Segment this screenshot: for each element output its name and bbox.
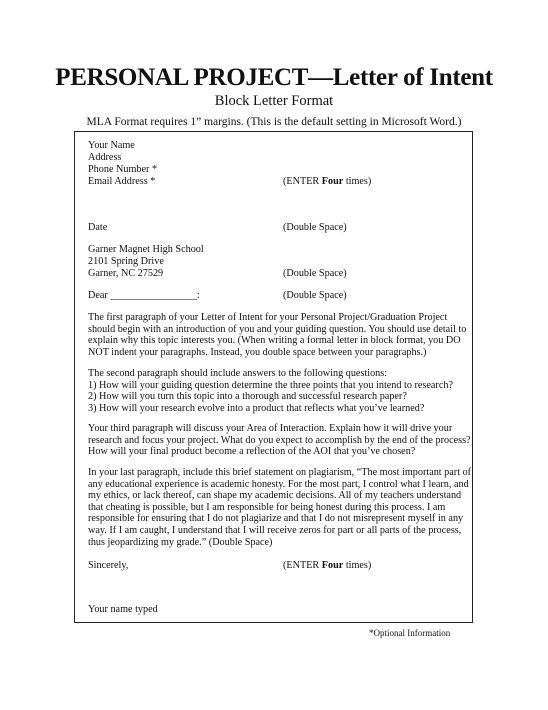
paragraph-line: How will your final product become a reflection of the AOI that you’ve chosen? <box>88 446 416 458</box>
paragraph-line: explain why this topic interests you. (When writing a formal letter in block format, you DO <box>88 335 461 347</box>
closing-enter-four-times-note <box>283 560 371 572</box>
page-title: PERSONAL PROJECT—Letter of Intent <box>55 64 493 91</box>
page-subtitle: Block Letter Format <box>214 93 334 109</box>
optional-information-footnote: *Optional Information <box>369 628 451 638</box>
closing-enter-note-prefix: (ENTER <box>283 560 322 571</box>
date-double-space-note: (Double Space) <box>283 222 347 233</box>
paragraph-4 <box>88 467 472 548</box>
closing-sincerely: Sincerely, <box>88 560 129 571</box>
sender-phone: Phone Number * <box>88 164 158 175</box>
paragraph-line: 1) How will your guiding question determine the three points that you intend to research? <box>88 379 453 391</box>
closing-enter-note-suffix: times) <box>343 560 372 571</box>
paragraph-line: way. If I am caught, I understand that I will receive zeros for part or all parts of the process, <box>88 524 462 536</box>
paragraph-1 <box>88 312 467 358</box>
paragraph-line: The second paragraph should include answers to the following questions: <box>88 368 388 379</box>
recipient-line-3: Garner, NC 27529 <box>88 268 164 279</box>
paragraph-line: The first paragraph of your Letter of Intent for your Personal Project/Graduation Project <box>88 312 448 323</box>
paragraph-line: NOT indent your paragraphs. Instead, you double space between your paragraphs.) <box>88 346 427 358</box>
recipient-line-1: Garner Magnet High School <box>88 244 204 255</box>
paragraph-line: that cheating is possible, but I am responsible for being honest during this process. I am <box>88 501 446 513</box>
recipient-line-2: 2101 Spring Drive <box>88 256 164 267</box>
paragraph-line: responsible for ensuring that I do not plagiarize and that I do not misrepresent myself in any <box>88 513 464 525</box>
paragraph-line: 3) How will your research evolve into a product that reflects what you’ve learned? <box>88 402 425 414</box>
recipient-double-space-note: (Double Space) <box>283 268 347 279</box>
salutation-double-space-note: (Double Space) <box>283 290 347 301</box>
paragraph-line: 2) How will you turn this topic into a thorough and successful research paper? <box>88 391 407 403</box>
name-typed: Your name typed <box>88 604 158 615</box>
paragraph-line: research and focus your project. What do you expect to accomplish by the end of the process? <box>88 434 471 446</box>
sender-address: Address <box>88 152 122 163</box>
paragraph-line: thus jeopardizing my grade.” (Double Space) <box>88 536 273 548</box>
sender-name: Your Name <box>88 140 135 151</box>
paragraph-line: my ethics, or lack thereof, can shape my academic decisions. All of my teachers understand <box>88 490 462 502</box>
paragraph-2 <box>88 368 462 414</box>
paragraph-line: Your third paragraph will discuss your Area of Interaction. Explain how it will drive your <box>88 423 453 434</box>
paragraph-line: any educational experience is academic honesty. For the most part, I control what I learn, and <box>88 478 469 490</box>
closing-enter-note-bold: Four <box>321 560 344 571</box>
paragraph-3 <box>88 423 471 458</box>
enter-note-suffix: times) <box>343 176 372 187</box>
mla-format-note: MLA Format requires 1” margins. (This is the default setting in Microsoft Word.) <box>86 116 462 128</box>
enter-four-times-note <box>283 176 371 188</box>
salutation: Dear _________________: <box>88 290 200 301</box>
paragraph-line: should begin with an introduction of you and your guiding question. You should use detail to <box>88 323 467 335</box>
enter-note-prefix: (ENTER <box>283 176 322 187</box>
enter-note-bold: Four <box>321 176 344 187</box>
date-label: Date <box>88 222 108 233</box>
paragraph-line: In your last paragraph, include this brief statement on plagiarism, “The most important part of <box>88 467 472 478</box>
sender-email: Email Address * <box>88 176 156 187</box>
